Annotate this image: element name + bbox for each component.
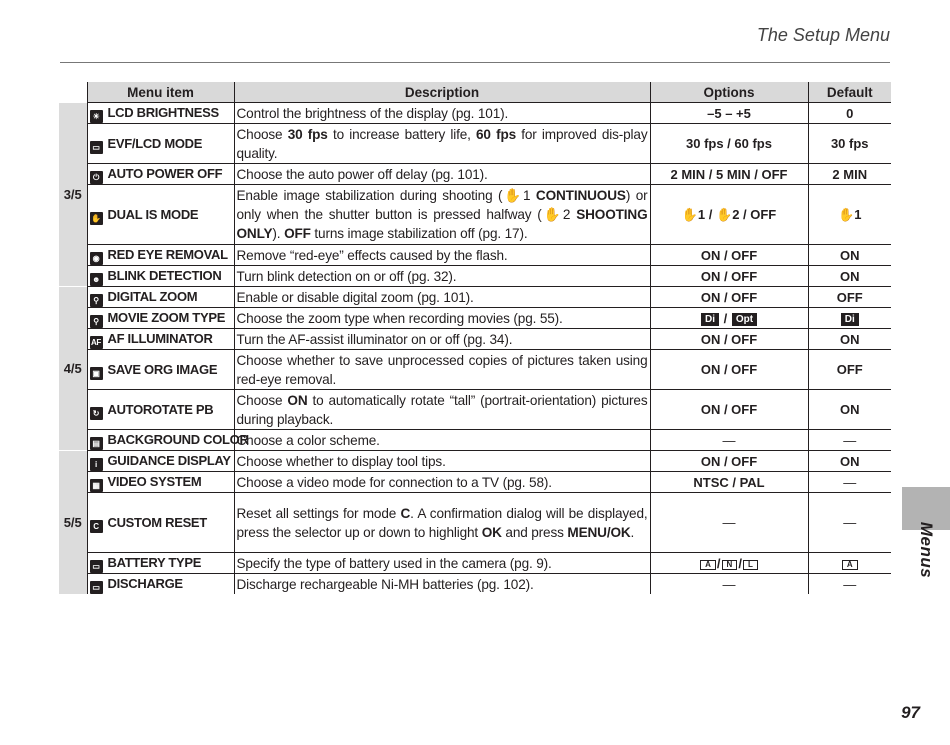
page-group-label: 3/5 [59, 103, 87, 287]
table-row [59, 245, 891, 266]
stabilization-shooting-icon: ✋2 [541, 207, 571, 222]
default-cell: 2 MIN [808, 164, 891, 185]
description-cell: Discharge rechargeable Ni-MH batteries (pg. 102). [234, 574, 650, 595]
red-eye-removal-icon: ◉ [90, 252, 103, 265]
menu-item-label: AUTO POWER OFF [107, 166, 223, 181]
group-column-header [59, 82, 87, 103]
menu-item-label: DISCHARGE [107, 576, 183, 591]
battery-lithium-icon: L [743, 560, 758, 570]
menu-item-cell [87, 103, 234, 124]
description-cell: Turn the AF-assist illuminator on or off (pg. 34). [234, 329, 650, 350]
menu-item-cell [87, 350, 234, 390]
menu-item-label: AF ILLUMINATOR [107, 331, 213, 346]
desc-text: to increase battery life, [327, 126, 477, 142]
desc-text: to automatically rotate “tall” (portrait-orientation) pictures during playback. [236, 392, 648, 427]
default-cell: — [808, 574, 891, 595]
description-cell: Choose whether to display tool tips. [234, 451, 650, 472]
menu-item-label: RED EYE REMOVAL [107, 247, 228, 262]
desc-text: ) or only when the shutter button is pressed halfway ( [236, 188, 648, 222]
setup-menu-table [59, 82, 891, 594]
menu-item-cell [87, 164, 234, 185]
options-cell: ON / OFF [650, 287, 808, 308]
table-row [59, 472, 891, 493]
stabilization-continuous-icon: ✋1 [502, 188, 531, 203]
options-cell: ON / OFF [650, 390, 808, 430]
table-row [59, 308, 891, 329]
menu-item-cell [87, 553, 234, 574]
options-cell: — [650, 493, 808, 553]
desc-option-30fps: 30 fps [287, 126, 328, 142]
desc-text: Enable image stabilization during shooting ( [236, 188, 503, 203]
desc-option-60fps: 60 fps [476, 126, 517, 142]
default-cell: — [808, 472, 891, 493]
dual-is-mode-icon: ✋ [91, 213, 101, 223]
table-row [59, 329, 891, 350]
desc-option-shooting-only: SHOOTING ONLY [236, 207, 648, 241]
default-cell [808, 553, 891, 574]
table-row [59, 350, 891, 390]
video-system-icon: ▦ [90, 479, 103, 492]
default-cell: 0 [808, 103, 891, 124]
description-cell: Choose the zoom type when recording movies (pg. 55). [234, 308, 650, 329]
table-row [59, 164, 891, 185]
digital-zoom-badge-icon: Di [841, 313, 859, 326]
battery-nimh-icon: N [722, 560, 738, 570]
column-header-description: Description [234, 82, 650, 103]
digital-zoom-icon: ⚲ [90, 294, 103, 307]
description-cell [234, 185, 650, 245]
description-cell: Control the brightness of the display (pg. 101). [234, 103, 650, 124]
default-cell: OFF [808, 287, 891, 308]
options-cell: ON / OFF [650, 451, 808, 472]
menu-item-cell [87, 185, 234, 245]
lcd-brightness-icon: ☀ [90, 110, 103, 123]
desc-text: and press [501, 524, 568, 540]
desc-option-on: ON [287, 392, 308, 408]
optical-zoom-badge-icon: Opt [732, 313, 757, 326]
page-group-label: 4/5 [59, 287, 87, 451]
default-cell: ✋1 [808, 185, 891, 245]
table-row [59, 574, 891, 595]
menu-item-label: GUIDANCE DISPLAY [107, 453, 231, 468]
default-cell: — [808, 493, 891, 553]
desc-menu-ok: MENU/OK [567, 524, 631, 540]
default-cell [808, 308, 891, 329]
menu-item-label: BATTERY TYPE [107, 555, 202, 570]
battery-type-icon: ▭ [90, 560, 103, 573]
menu-item-label: DUAL IS MODE [107, 206, 199, 222]
battery-alkaline-icon: A [842, 560, 858, 570]
options-cell: 30 fps / 60 fps [650, 124, 808, 164]
options-cell: ON / OFF [650, 350, 808, 390]
battery-alkaline-icon: A [700, 560, 716, 570]
desc-text: Reset all settings for mode [236, 505, 401, 521]
menu-item-cell [87, 308, 234, 329]
description-cell: Enable or disable digital zoom (pg. 101). [234, 287, 650, 308]
section-side-label [906, 505, 946, 595]
default-cell: ON [808, 451, 891, 472]
default-cell: 30 fps [808, 124, 891, 164]
menu-item-label: MOVIE ZOOM TYPE [107, 310, 226, 325]
table-row [59, 124, 891, 164]
description-cell: Choose the auto power off delay (pg. 101). [234, 164, 650, 185]
column-header-menu-item: Menu item [87, 82, 234, 103]
custom-reset-icon: C [90, 520, 103, 533]
options-cell: ON / OFF [650, 245, 808, 266]
options-cell: — [650, 574, 808, 595]
description-cell [234, 390, 650, 430]
menu-item-cell [87, 266, 234, 287]
table-row [59, 493, 891, 553]
default-cell: OFF [808, 350, 891, 390]
table-row [59, 103, 891, 124]
auto-power-off-icon: ⏻ [90, 171, 103, 184]
table-row [59, 553, 891, 574]
options-cell: –5 – +5 [650, 103, 808, 124]
options-cell: NTSC / PAL [650, 472, 808, 493]
menu-item-label: VIDEO SYSTEM [107, 474, 202, 489]
description-cell: Turn blink detection on or off (pg. 32). [234, 266, 650, 287]
column-header-options: Options [650, 82, 808, 103]
options-separator: / [719, 310, 731, 326]
desc-text: ). [272, 226, 285, 241]
options-cell: — [650, 430, 808, 451]
desc-ok: OK [481, 524, 502, 540]
description-cell [234, 124, 650, 164]
table-row [59, 287, 891, 308]
desc-mode-c: C [400, 505, 411, 521]
table-row [59, 185, 891, 245]
page-number: 97 [901, 703, 920, 722]
menu-item-cell [87, 574, 234, 595]
header-rule [60, 62, 890, 63]
save-org-image-icon: ▣ [90, 367, 103, 380]
options-cell: 2 MIN / 5 MIN / OFF [650, 164, 808, 185]
menu-item-label: AUTOROTATE PB [107, 401, 214, 417]
description-cell [234, 493, 650, 553]
menu-item-label: SAVE ORG IMAGE [107, 361, 218, 377]
guidance-display-icon: i [90, 458, 103, 471]
table-row [59, 430, 891, 451]
desc-text: . A confirmation dialog will be displayed, press the selector up or down to highlight [236, 505, 648, 540]
default-cell: ON [808, 329, 891, 350]
options-cell: A / N / L [650, 553, 808, 574]
menu-item-cell [87, 390, 234, 430]
default-cell: — [808, 430, 891, 451]
desc-option-off: OFF [284, 226, 311, 241]
desc-text: . [630, 524, 635, 540]
background-color-icon: ▤ [90, 437, 103, 450]
menu-item-label: BLINK DETECTION [107, 268, 222, 283]
description-cell: Remove “red-eye” effects caused by the flash. [234, 245, 650, 266]
af-illuminator-icon: AF [90, 338, 102, 347]
evf-lcd-mode-icon: ▭ [90, 141, 103, 154]
running-head-title: The Setup Menu [756, 25, 890, 45]
description-cell: Choose a video mode for connection to a TV (pg. 58). [234, 472, 650, 493]
desc-text: Choose [236, 392, 288, 408]
options-cell: ✋1 / ✋2 / OFF [650, 185, 808, 245]
menu-item-cell [87, 124, 234, 164]
column-header-default: Default [808, 82, 891, 103]
discharge-icon: ▭ [90, 581, 103, 594]
menu-item-label: LCD BRIGHTNESS [107, 105, 219, 120]
page-group-label: 5/5 [59, 451, 87, 595]
options-cell: ON / OFF [650, 329, 808, 350]
menu-item-cell [87, 329, 234, 350]
table-row [59, 451, 891, 472]
options-cell [650, 308, 808, 329]
menu-item-cell [87, 451, 234, 472]
description-cell: Specify the type of battery used in the camera (pg. 9). [234, 553, 650, 574]
blink-detection-icon: ☻ [90, 273, 103, 286]
menu-item-cell [87, 472, 234, 493]
desc-option-continuous: CONTINUOUS [530, 188, 626, 203]
menu-item-label: DIGITAL ZOOM [107, 289, 198, 304]
menu-item-cell [87, 493, 234, 553]
menu-item-cell [87, 245, 234, 266]
section-label-text: Menus [917, 521, 936, 579]
desc-text: for improved dis-play quality. [236, 126, 648, 161]
menu-item-label: BACKGROUND COLOR [107, 432, 249, 447]
menu-item-cell [87, 430, 249, 451]
movie-zoom-type-icon: ⚲ [90, 315, 103, 328]
description-cell: Choose a color scheme. [234, 430, 650, 451]
options-cell: ON / OFF [650, 266, 808, 287]
table-header-row [59, 82, 891, 103]
default-cell: ON [808, 266, 891, 287]
default-cell: ON [808, 245, 891, 266]
autorotate-pb-icon: ↻ [90, 407, 103, 420]
menu-item-label: EVF/LCD MODE [107, 135, 203, 151]
desc-text: Choose [236, 126, 288, 142]
digital-zoom-badge-icon: Di [701, 313, 719, 326]
table-row [59, 266, 891, 287]
desc-text: turns image stabilization off (pg. 17). [310, 226, 528, 241]
menu-item-cell [87, 287, 234, 308]
table-row [59, 390, 891, 430]
default-cell: ON [808, 390, 891, 430]
menu-item-label: CUSTOM RESET [107, 514, 207, 530]
description-cell: Choose whether to save unprocessed copies of pictures taken using red-eye removal. [234, 350, 650, 390]
